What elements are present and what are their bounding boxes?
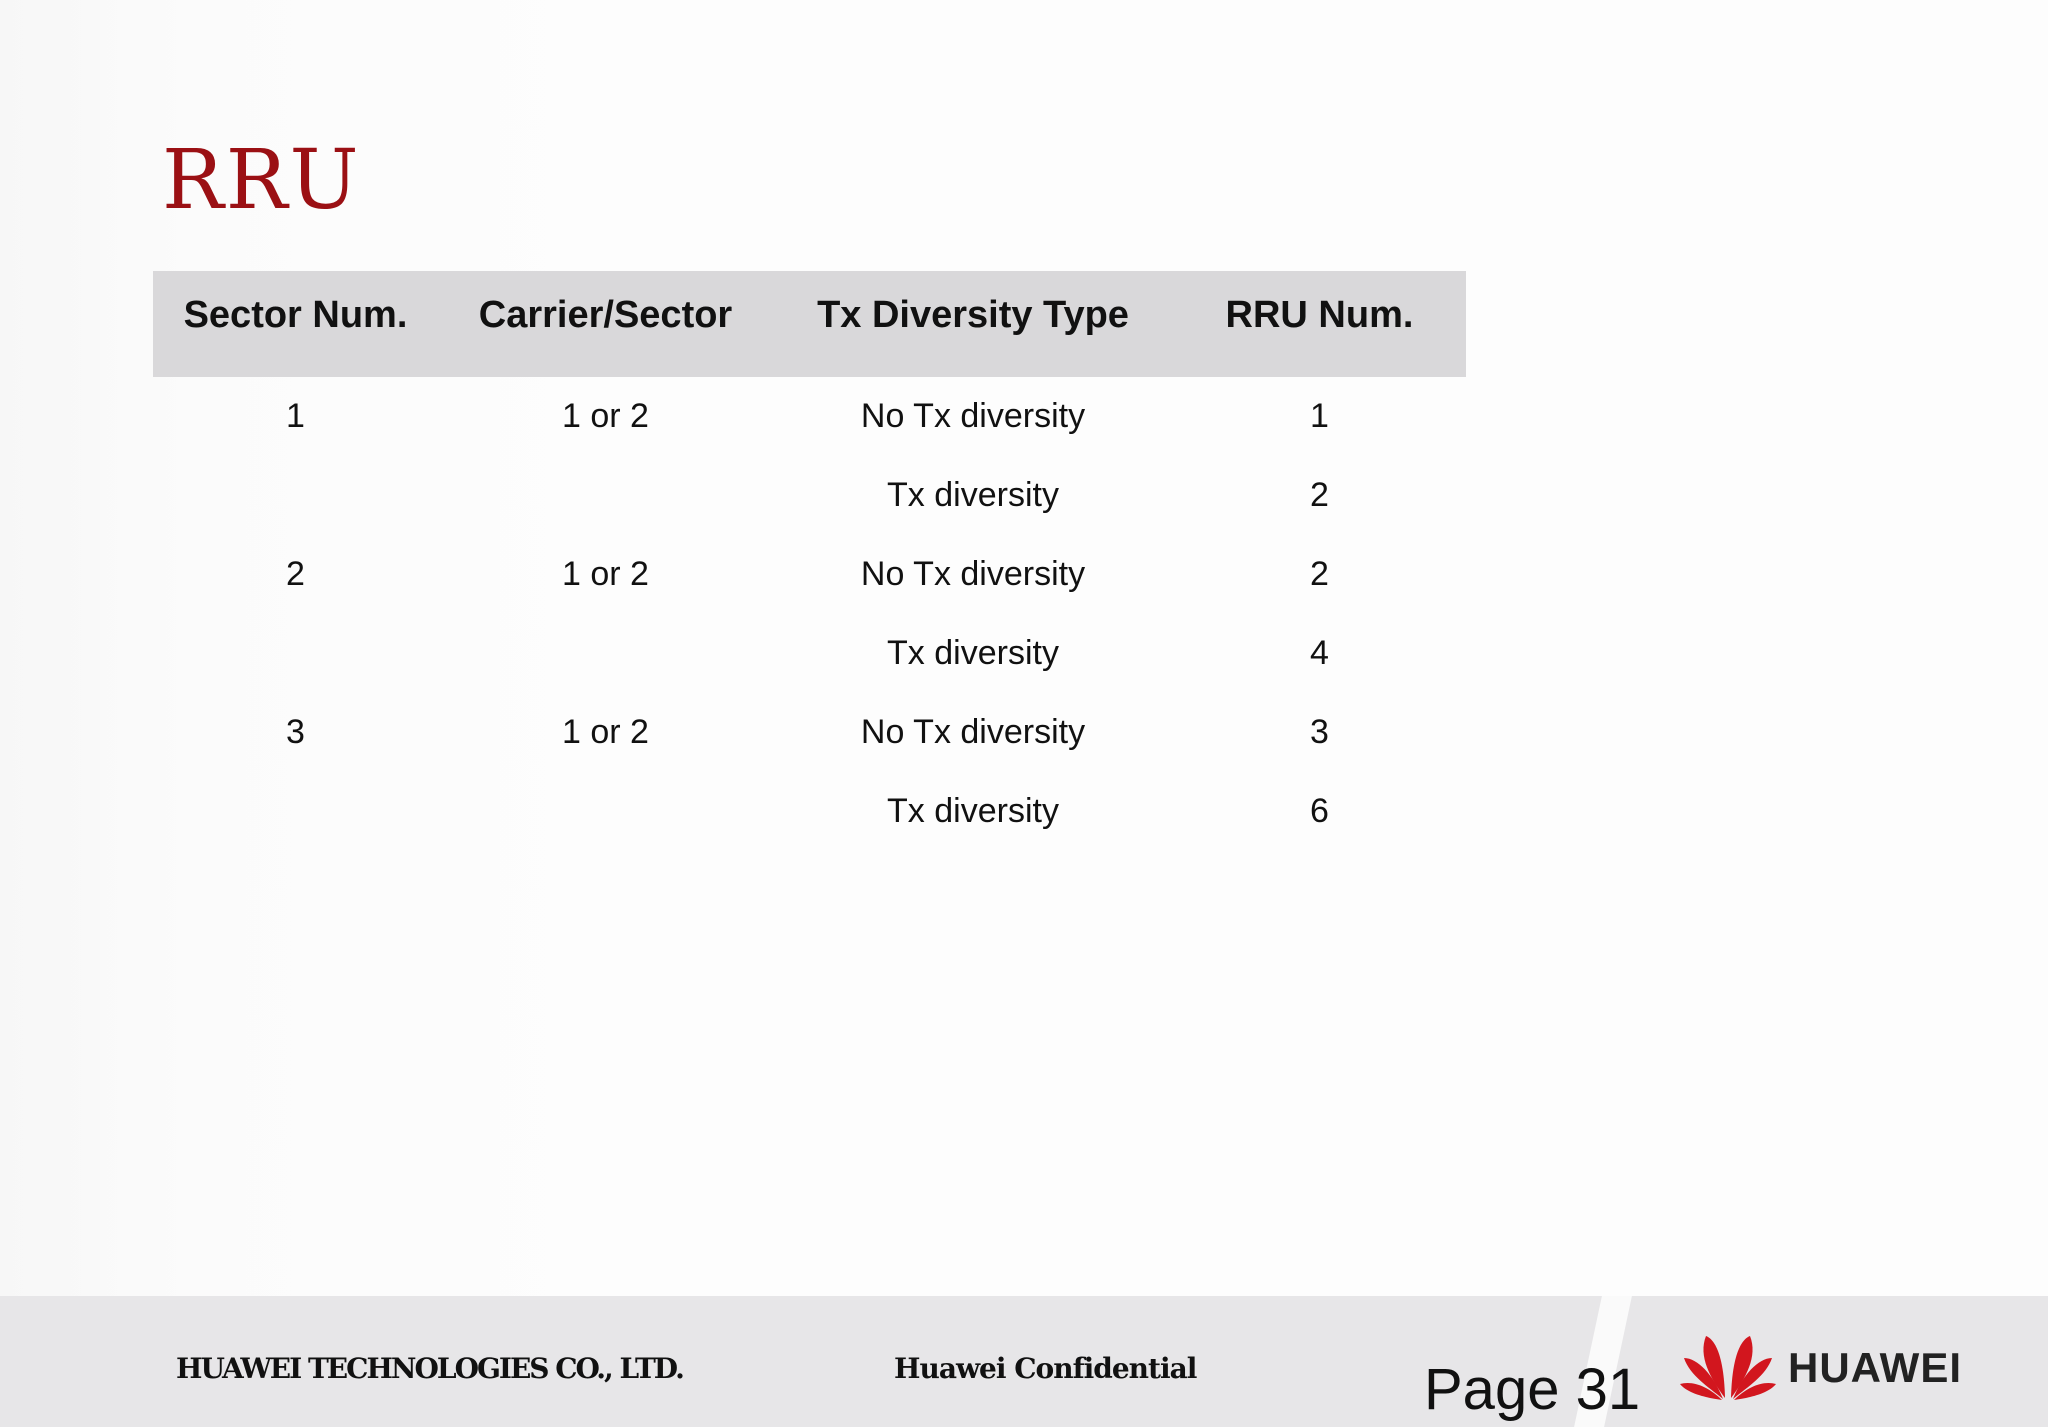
cell-rru-num: 6 (1310, 792, 1329, 830)
header-tx-diversity-type: Tx Diversity Type (773, 271, 1173, 377)
cell-tx-diversity-type: Tx diversity (887, 476, 1059, 514)
cell-tx-diversity-type: No Tx diversity (860, 713, 1086, 751)
cell-tx-diversity-type: No Tx diversity (860, 555, 1086, 593)
table-row (153, 535, 1466, 614)
cell-sector-num (153, 456, 438, 535)
table-row (153, 377, 1466, 456)
header-sector-num: Sector Num. (153, 271, 438, 377)
cell-rru-num: 2 (1310, 555, 1329, 593)
huawei-flower-logo-icon (1680, 1328, 1776, 1404)
header-rru-num: RRU Num. (1173, 271, 1466, 377)
cell-sector-num (153, 614, 438, 693)
huawei-logo (1680, 1328, 1980, 1408)
slide-title: RRU (162, 133, 361, 228)
table-row (153, 456, 1466, 535)
header-carrier-sector: Carrier/Sector (438, 271, 773, 377)
cell-carrier-sector (438, 614, 773, 693)
table-header-row (153, 271, 1466, 377)
cell-sector-num (153, 772, 438, 851)
cell-carrier-sector (438, 772, 773, 851)
page-number: Page 31 (1424, 1357, 1641, 1422)
cell-tx-diversity-type: Tx diversity (887, 634, 1059, 672)
cell-carrier-sector (438, 456, 773, 535)
footer-company-name: HUAWEI TECHNOLOGIES CO., LTD. (176, 1352, 683, 1385)
footer-confidential-label: Huawei Confidential (894, 1352, 1197, 1385)
rru-config-table (153, 271, 1466, 851)
cell-sector-num: 1 (286, 397, 305, 435)
table-row (153, 693, 1466, 772)
table-row (153, 614, 1466, 693)
cell-sector-num: 3 (286, 713, 305, 751)
cell-rru-num: 4 (1310, 634, 1329, 672)
cell-carrier-sector: 1 or 2 (562, 713, 649, 751)
logo-text: HUAWEI (1788, 1344, 1962, 1391)
cell-carrier-sector: 1 or 2 (562, 397, 649, 435)
cell-tx-diversity-type: Tx diversity (887, 792, 1059, 830)
cell-tx-diversity-type: No Tx diversity (860, 397, 1086, 435)
table-row (153, 772, 1466, 851)
cell-rru-num: 2 (1310, 476, 1329, 514)
cell-sector-num: 2 (286, 555, 305, 593)
cell-rru-num: 1 (1310, 397, 1329, 435)
cell-rru-num: 3 (1310, 713, 1329, 751)
cell-carrier-sector: 1 or 2 (562, 555, 649, 593)
